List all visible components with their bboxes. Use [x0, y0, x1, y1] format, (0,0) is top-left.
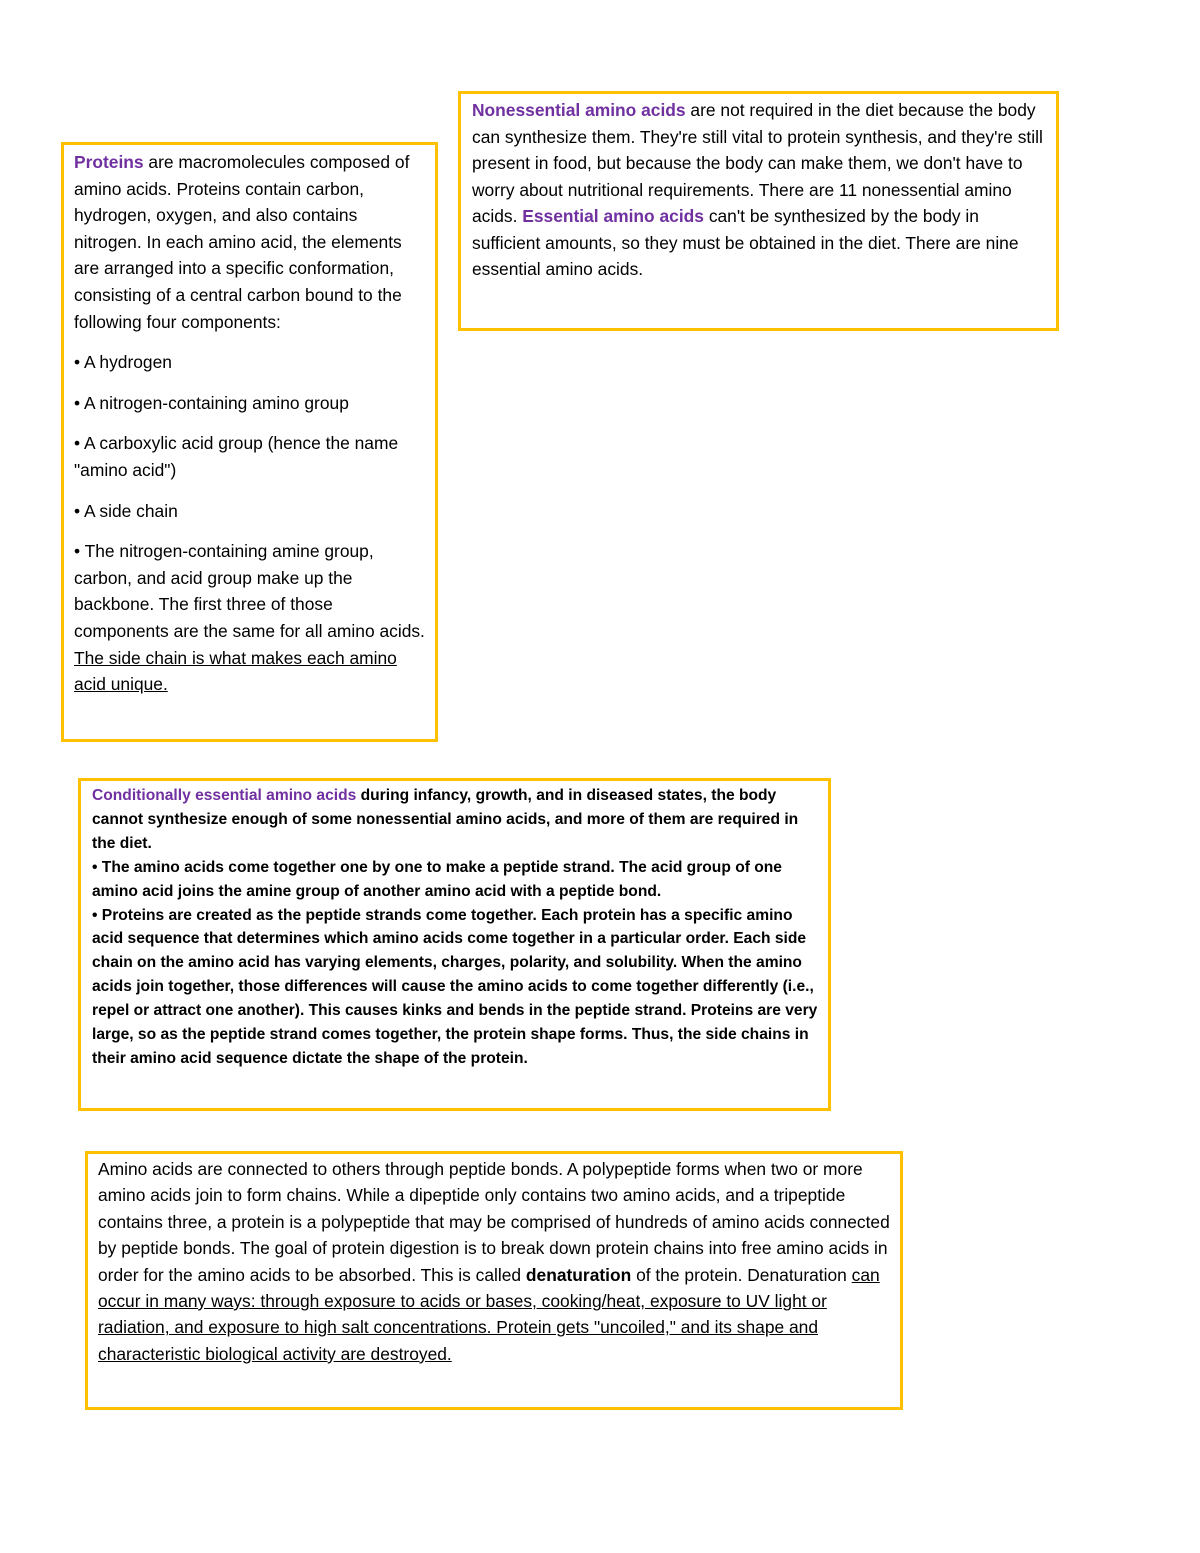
peptide-box: [85, 1151, 903, 1410]
conditional-paragraph: [92, 784, 818, 856]
nonessential-paragraph: [472, 97, 1047, 283]
peptide-text-1: Amino acids are connected to others through peptide bonds. A polypeptide forms when two or more amino acids join to form chains. While a dipeptide only contains two amino acids, and a tripeptide contains three, a protein is a polypeptide that may be comprised of hundreds of amino acids connected by peptide bonds. The goal of protein digestion is to break down protein chains into free amino acids in order for the amino acids to be absorbed. This is called: [98, 1159, 890, 1285]
conditional-bullet-peptide-strand: • The amino acids come together one by one to make a peptide strand. The acid group of one amino acid joins the amine group of another amino acid with a peptide bond.: [92, 858, 782, 900]
essential-term: Essential amino acids: [522, 206, 704, 226]
bullet-hydrogen: • A hydrogen: [74, 352, 172, 373]
essential-text: can't be synthesized by the body in sufficient amounts, so they must be obtained in the diet. There are nine essential amino acids.: [472, 206, 1019, 279]
side-chain-unique-text: The side chain is what makes each amino acid unique.: [74, 647, 397, 695]
bullet-side-chain: • A side chain: [74, 500, 178, 521]
nonessential-text: are not required in the diet because the body can synthesize them. They're still vital to protein synthesis, and they're still present in food, but because the body can make them, we don't have to worry about nutritional requirements. There are 11 nonessential amino acids.: [472, 100, 1043, 226]
backbone-text: • The nitrogen-containing amine group, carbon, and acid group make up the backbone. The first three of those components are the same for all amino acids.: [74, 541, 425, 641]
bullet-amino-group: • A nitrogen-containing amino group: [74, 392, 349, 413]
peptide-text-2: of the protein. Denaturation: [631, 1264, 852, 1285]
denaturation-ways-text: can occur in many ways: through exposure to acids or bases, cooking/heat, exposure to UV light or radiation, and exposure to high salt concentrations. Protein gets "uncoiled," and its shape and characteristic biological activity are destroyed.: [98, 1264, 880, 1364]
proteins-box: [61, 142, 438, 742]
bullet-backbone: [74, 538, 426, 698]
conditional-bullet-protein-shape: • Proteins are created as the peptide strands come together. Each protein has a specific amino acid sequence that determines which amino acids come together in a particular order. Each side chain on the amino acid has varying elements, charges, polarity, and solubility. When the amino acids join together, those differences will cause the amino acids to come together differently (i.e., repel or attract one another). This causes kinks and bends in the peptide strand. Proteins are very large, so as the peptide strand comes together, the protein shape forms. Thus, the side chains in their amino acid sequence dictate the shape of the protein.: [92, 906, 818, 1067]
nonessential-box: [458, 91, 1059, 331]
nonessential-term: Nonessential amino acids: [472, 100, 686, 120]
proteins-intro: [74, 149, 426, 335]
denaturation-term: denaturation: [525, 1264, 632, 1285]
proteins-intro-text: are macromolecules composed of amino acids. Proteins contain carbon, hydrogen, oxygen, and also contains nitrogen. In each amino acid, the elements are arranged into a specific conformation, consisting of a central carbon bound to the following four components:: [74, 152, 410, 332]
conditional-term: Conditionally essential amino acids: [92, 787, 357, 804]
peptide-paragraph: [98, 1156, 890, 1367]
proteins-term: Proteins: [74, 152, 144, 172]
conditional-text: during infancy, growth, and in diseased states, the body cannot synthesize enough of some nonessential amino acids, and more of them are required in the diet.: [92, 787, 799, 852]
bullet-carboxylic: • A carboxylic acid group (hence the name "amino acid"): [74, 433, 399, 480]
conditional-box: [78, 778, 831, 1111]
